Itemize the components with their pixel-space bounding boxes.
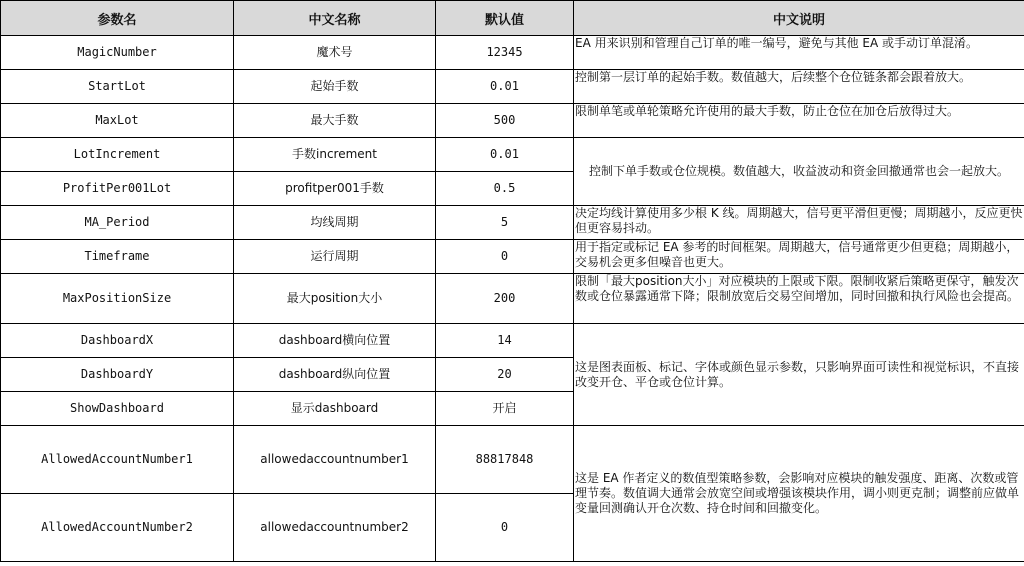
param-name: Timeframe [1,240,234,274]
param-desc: 限制「最大position大小」对应模块的上限或下限。限制收紧后策略更保守，触发次数或仓位暴露通常下降；限制放宽后交易空间增加，同时回撤和执行风险也会提高。 [574,274,1024,324]
table-row [1,274,1024,324]
param-desc: 控制下单手数或仓位规模。数值越大，收益波动和资金回撤通常也会一起放大。 [574,138,1024,206]
param-zh-name: allowedaccountnumber2 [234,494,436,562]
param-default: 0.5 [436,172,574,206]
param-name: AllowedAccountNumber1 [1,426,234,494]
header-param: 参数名 [1,1,234,36]
param-name: LotIncrement [1,138,234,172]
header-default: 默认值 [436,1,574,36]
param-zh-name: 手数increment [234,138,436,172]
header-desc: 中文说明 [574,1,1024,36]
param-zh-name: dashboard纵向位置 [234,358,436,392]
param-zh-name: 最大手数 [234,104,436,138]
param-zh-name: 运行周期 [234,240,436,274]
param-name: AllowedAccountNumber2 [1,494,234,562]
param-desc: 决定均线计算使用多少根 K 线。周期越大，信号更平滑但更慢；周期越小，反应更快但更容易抖动。 [574,206,1024,240]
param-default: 0.01 [436,70,574,104]
param-name: ShowDashboard [1,392,234,426]
param-default: 500 [436,104,574,138]
table-row [1,138,1024,172]
table-row [1,36,1024,70]
param-desc: 这是图表面板、标记、字体或颜色显示参数，只影响界面可读性和视觉标识，不直接改变开仓、平仓或仓位计算。 [574,324,1024,426]
table-row [1,104,1024,138]
param-default: 200 [436,274,574,324]
table-row [1,324,1024,358]
param-default: 12345 [436,36,574,70]
param-desc: 控制第一层订单的起始手数。数值越大，后续整个仓位链条都会跟着放大。 [574,70,1024,104]
param-zh-name: 均线周期 [234,206,436,240]
param-default: 5 [436,206,574,240]
param-desc: 用于指定或标记 EA 参考的时间框架。周期越大，信号通常更少但更稳；周期越小，交易机会更多但噪音也更大。 [574,240,1024,274]
param-default: 0.01 [436,138,574,172]
table-row [1,426,1024,494]
param-desc: EA 用来识别和管理自己订单的唯一编号，避免与其他 EA 或手动订单混淆。 [574,36,1024,70]
param-desc: 限制单笔或单轮策略允许使用的最大手数，防止仓位在加仓后放得过大。 [574,104,1024,138]
param-zh-name: allowedaccountnumber1 [234,426,436,494]
param-name: MaxLot [1,104,234,138]
table-row [1,206,1024,240]
param-zh-name: dashboard横向位置 [234,324,436,358]
param-name: ProfitPer001Lot [1,172,234,206]
param-default: 88817848 [436,426,574,494]
param-zh-name: profitper001手数 [234,172,436,206]
param-zh-name: 起始手数 [234,70,436,104]
param-default: 0 [436,240,574,274]
param-default: 开启 [436,392,574,426]
table-row [1,70,1024,104]
param-zh-name: 魔术号 [234,36,436,70]
param-desc: 这是 EA 作者定义的数值型策略参数，会影响对应模块的触发强度、距离、次数或管理节奏。数值调大通常会放宽空间或增强该模块作用，调小则更克制；调整前应做单变量回测确认开仓次数、持仓时间和回撤变化。 [574,426,1024,562]
param-default: 20 [436,358,574,392]
param-default: 14 [436,324,574,358]
param-name: DashboardX [1,324,234,358]
param-zh-name: 最大position大小 [234,274,436,324]
param-default: 0 [436,494,574,562]
param-name: StartLot [1,70,234,104]
param-zh-name: 显示dashboard [234,392,436,426]
param-name: MA_Period [1,206,234,240]
header-row [1,1,1024,36]
param-name: MagicNumber [1,36,234,70]
param-name: DashboardY [1,358,234,392]
table-row [1,240,1024,274]
param-name: MaxPositionSize [1,274,234,324]
header-zh-name: 中文名称 [234,1,436,36]
